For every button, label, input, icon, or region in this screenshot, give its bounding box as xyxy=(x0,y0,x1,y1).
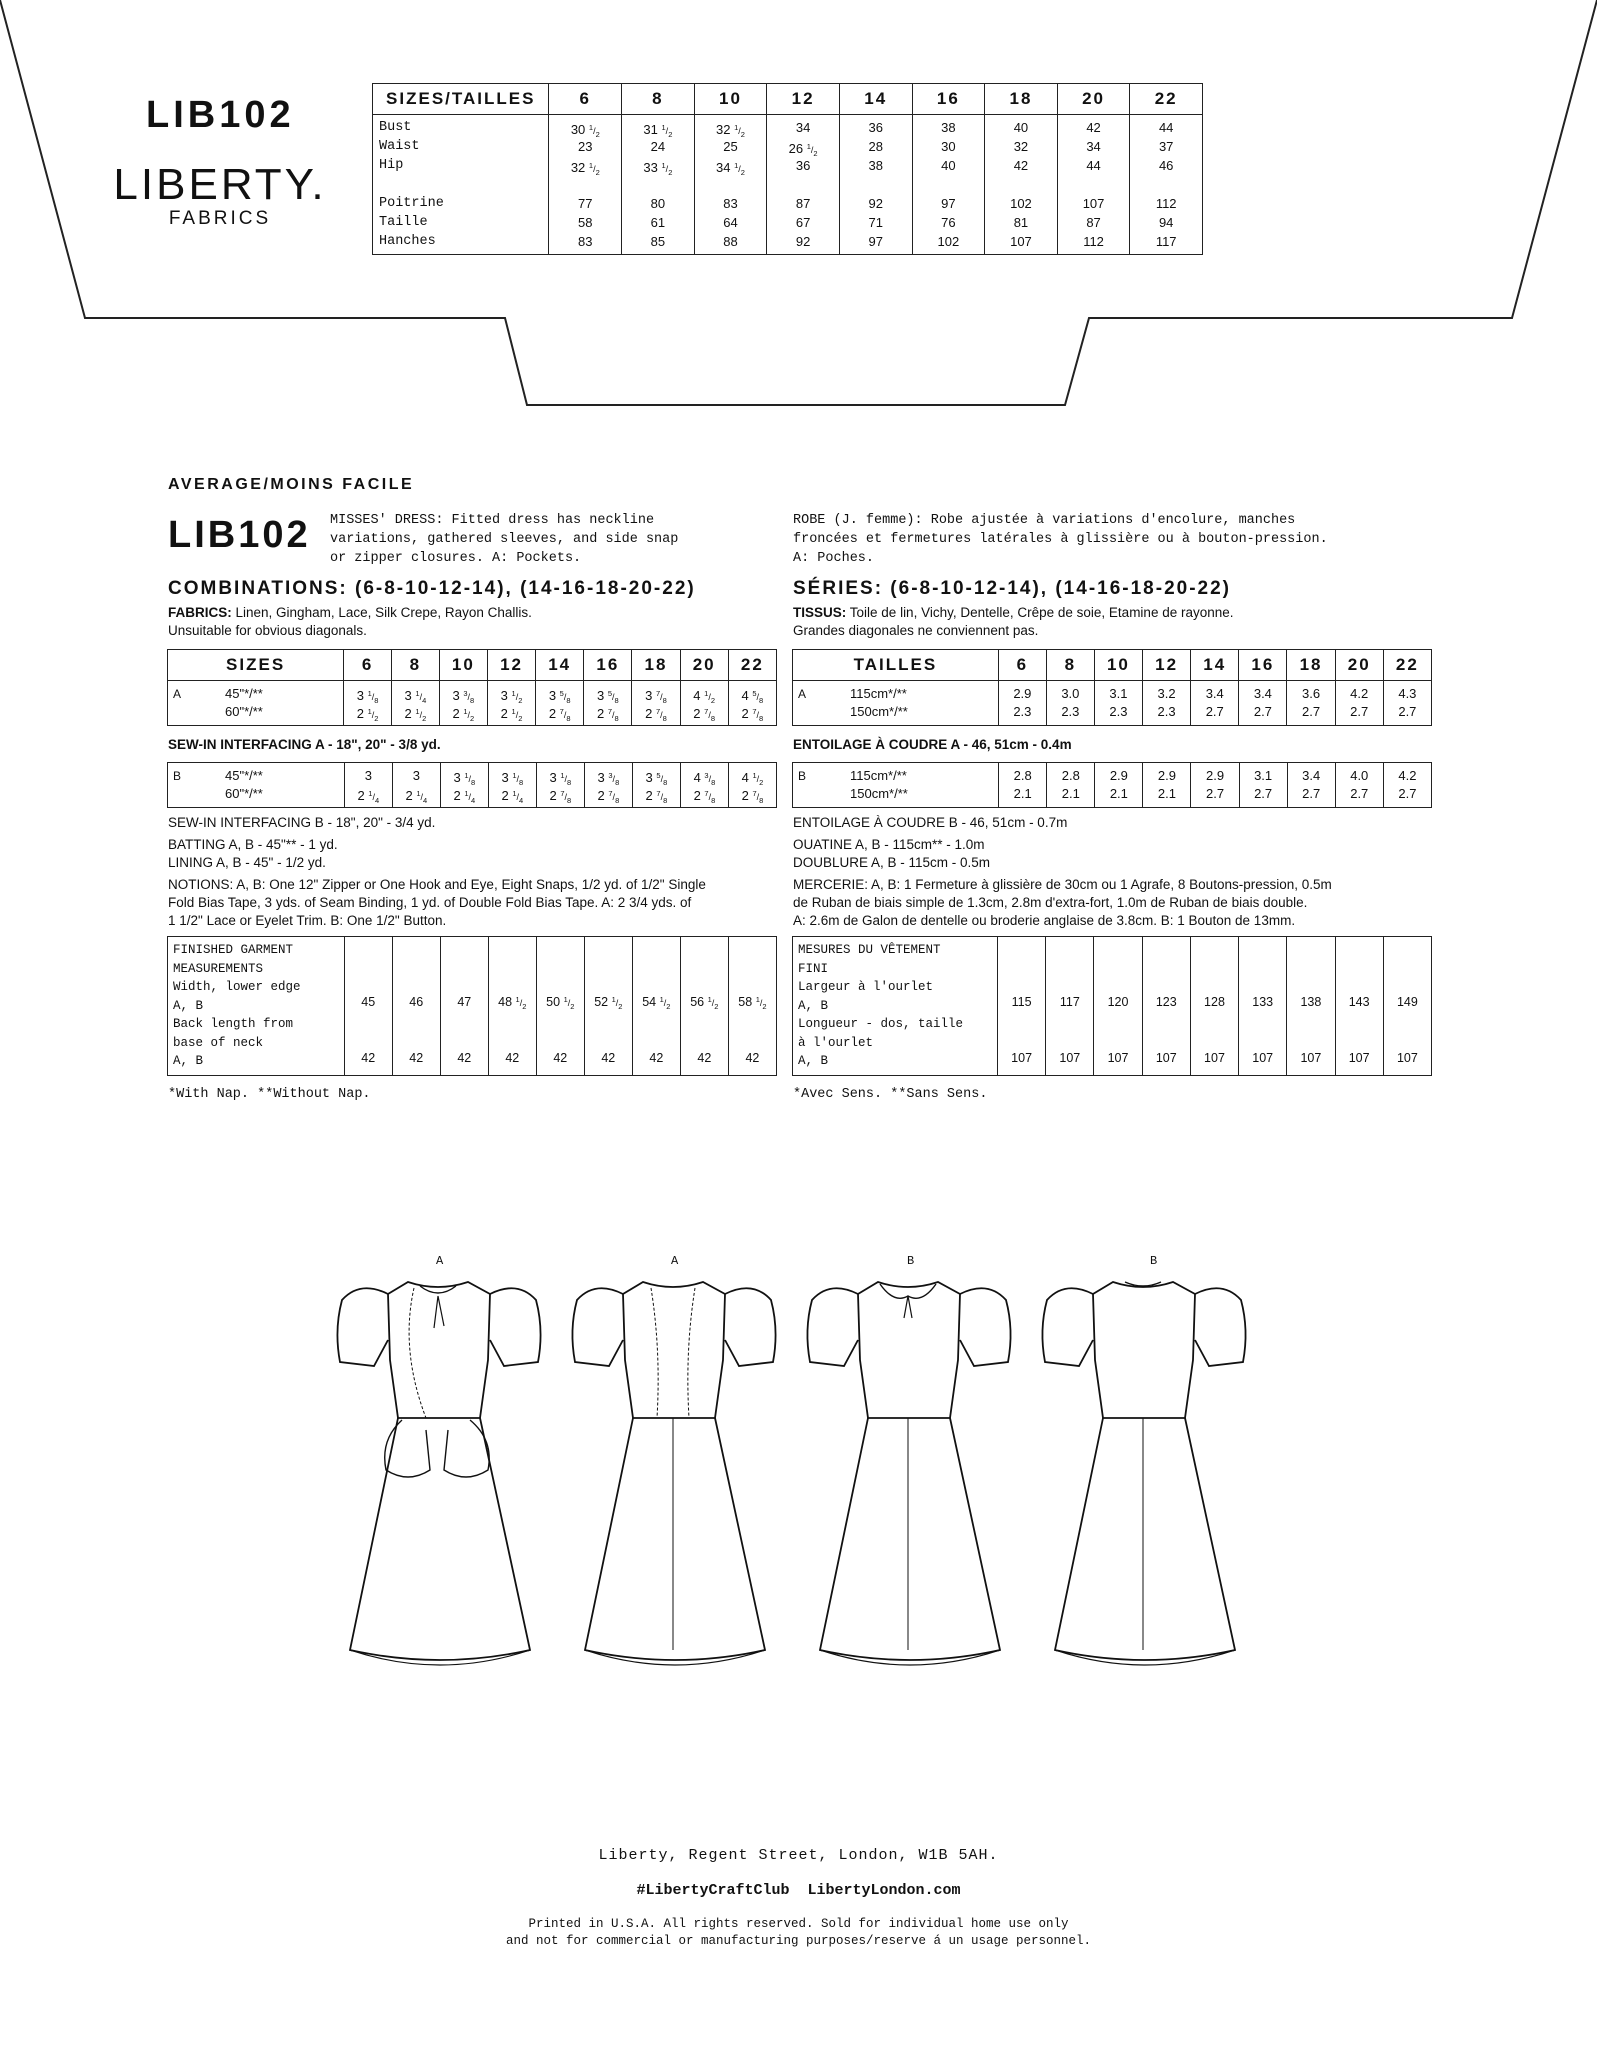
yardage-value: 4.0 2.7 xyxy=(1335,763,1383,808)
french-measurements-table xyxy=(792,936,1432,1076)
size-value: 83 xyxy=(578,234,593,249)
size-value: 97 xyxy=(868,234,883,249)
unsuitable-text: Grandes diagonales ne conviennent pas. xyxy=(793,623,1039,638)
size-col-head: 12 xyxy=(1143,650,1191,681)
size-value: 37 xyxy=(1158,139,1174,154)
size-value: 92 xyxy=(795,234,811,249)
size-value: 30 xyxy=(941,139,956,154)
measurement-value: 50 $^1/_2$ 42 xyxy=(536,937,584,1076)
size-col-head: 6 xyxy=(549,84,622,115)
unsuitable-text: Unsuitable for obvious diagonals. xyxy=(168,623,367,638)
size-col-head: 20 xyxy=(1057,84,1130,115)
view-label: A xyxy=(671,1254,679,1268)
view-label: B xyxy=(907,1254,915,1268)
size-col-head: 10 xyxy=(1094,650,1142,681)
row-label: Bust xyxy=(379,120,412,135)
size-value: 31 $^1/_2$ xyxy=(643,122,673,139)
fabrics-text: Linen, Gingham, Lace, Silk Crepe, Rayon Challis. xyxy=(235,605,532,620)
english-extras xyxy=(168,814,788,930)
size-value: 42 xyxy=(1086,120,1101,135)
size-value: 34 xyxy=(795,120,811,135)
yardage-value: 3 $^5/_8$ 2 $^7/_8$ xyxy=(584,681,632,726)
pattern-code-large: LIB102 xyxy=(168,514,311,556)
yardage-value: 3.4 2.7 xyxy=(1239,681,1287,726)
measurement-value: 54 $^1/_2$ 42 xyxy=(632,937,680,1076)
size-value: 77 xyxy=(578,196,593,211)
english-combinations: COMBINATIONS: (6-8-10-12-14), (14-16-18-20-22) xyxy=(168,578,696,599)
desc-line: or zipper closures. A: Pockets. xyxy=(330,551,582,566)
english-yardage-table-a xyxy=(167,649,777,726)
yardage-value: 3 $^1/_2$ 2 $^1/_2$ xyxy=(487,681,535,726)
size-column xyxy=(1130,115,1203,255)
yardage-value: 2.8 2.1 xyxy=(1047,763,1095,808)
french-fabrics xyxy=(793,604,1234,640)
french-yardage-table-b xyxy=(792,762,1432,808)
french-extras xyxy=(793,814,1443,930)
measurement-label: MESURES DU VÊTEMENT FINI Largeur à l'ourlet A, B Longueur - dos, taille à l'ourlet A, B xyxy=(793,937,998,1076)
yardage-value: 3 $^7/_8$ 2 $^7/_8$ xyxy=(632,681,680,726)
measurement-value: 58 $^1/_2$ 42 xyxy=(728,937,776,1076)
french-interfacing-a: ENTOILAGE À COUDRE A - 46, 51cm - 0.4m xyxy=(793,737,1072,752)
size-value: 34 $^1/_2$ xyxy=(716,160,745,177)
french-combinations: SÉRIES: (6-8-10-12-14), (14-16-18-20-22) xyxy=(793,578,1231,599)
english-batting: BATTING A, B - 45"** - 1 yd. xyxy=(168,837,338,852)
measurement-value: 138 107 xyxy=(1287,937,1335,1076)
size-value: 36 xyxy=(795,158,811,173)
size-value: 87 xyxy=(795,196,811,211)
english-description xyxy=(330,511,780,568)
yardage-value: 3 $^3/_8$ 2 $^1/_2$ xyxy=(439,681,487,726)
fabrics-label: TISSUS: xyxy=(793,605,847,620)
size-col-head: 18 xyxy=(985,84,1058,115)
yardage-label: B 45"*/** 60"*/** xyxy=(168,763,345,808)
yardage-value: 3 $^3/_8$ 2 $^7/_8$ xyxy=(584,763,632,808)
english-interfacing-b: SEW-IN INTERFACING B - 18", 20" - 3/4 yd. xyxy=(168,815,436,830)
size-value: 44 xyxy=(1158,120,1174,135)
size-value: 102 xyxy=(937,234,960,249)
yardage-value: 4 $^1/_2$ 2 $^7/_8$ xyxy=(680,681,728,726)
size-col-head: 22 xyxy=(728,650,776,681)
size-col-head: 10 xyxy=(694,84,767,115)
size-col-head: 22 xyxy=(1383,650,1431,681)
measurement-label: FINISHED GARMENT MEASUREMENTS Width, lower edge A, B Back length from base of neck A, B xyxy=(168,937,345,1076)
measurement-value: 56 $^1/_2$ 42 xyxy=(680,937,728,1076)
size-value: 85 xyxy=(650,234,666,249)
desc-line: MISSES' DRESS: Fitted dress has neckline xyxy=(330,513,655,528)
french-footnote: *Avec Sens. **Sans Sens. xyxy=(793,1087,988,1102)
size-value: 33 $^1/_2$ xyxy=(643,160,673,177)
desc-line: froncées et fermetures latérales à glissière ou à bouton-pression. xyxy=(793,532,1328,547)
size-col-head: 6 xyxy=(998,650,1046,681)
size-value: 61 xyxy=(650,215,666,230)
size-value: 26 $^1/_2$ xyxy=(788,141,818,158)
size-value: 40 xyxy=(1013,120,1029,135)
footer-social: #LibertyCraftClub LibertyLondon.com xyxy=(636,1882,961,1899)
english-yardage-table-b xyxy=(167,762,777,808)
size-column xyxy=(622,115,695,255)
yardage-value: 3 $^5/_8$ 2 $^7/_8$ xyxy=(536,681,584,726)
size-value: 38 xyxy=(941,120,956,135)
view-label: B xyxy=(1150,1254,1158,1268)
size-value: 76 xyxy=(941,215,956,230)
yardage-value: 3 $^1/_8$ 2 $^1/_4$ xyxy=(440,763,488,808)
size-column xyxy=(912,115,985,255)
size-value: 36 xyxy=(868,120,883,135)
row-label: Poitrine xyxy=(379,196,444,211)
size-value: 34 xyxy=(1086,139,1101,154)
size-value: 40 xyxy=(941,158,956,173)
dress-illustrations xyxy=(330,1270,1270,1680)
yardage-value: 3 $^1/_8$ 2 $^1/_2$ xyxy=(344,681,392,726)
size-value: 107 xyxy=(1010,234,1032,249)
size-col-head: 20 xyxy=(1335,650,1383,681)
sizes-header: TAILLES xyxy=(793,650,999,681)
yardage-value: 4.2 2.7 xyxy=(1383,763,1431,808)
size-chart xyxy=(372,83,1203,255)
footer-legal-1: Printed in U.S.A. All rights reserved. Sold for individual home use only xyxy=(528,1917,1069,1931)
french-notions-3: A: 2.6m de Galon de dentelle ou broderie anglaise de 3.8cm. B: 1 Bouton de 13mm. xyxy=(793,913,1296,928)
size-value: 28 xyxy=(868,139,883,154)
pattern-code: LIB102 xyxy=(146,94,295,136)
size-value: 42 xyxy=(1013,158,1029,173)
size-value: 46 xyxy=(1158,158,1174,173)
yardage-value: 3.1 2.7 xyxy=(1239,763,1287,808)
size-value: 117 xyxy=(1155,234,1177,249)
row-label: Waist xyxy=(379,139,420,154)
size-value: 83 xyxy=(723,196,738,211)
yardage-value: 3 2 $^1/_4$ xyxy=(392,763,440,808)
english-lining: LINING A, B - 45" - 1/2 yd. xyxy=(168,855,326,870)
yardage-value: 3.6 2.7 xyxy=(1287,681,1335,726)
size-col-head: 10 xyxy=(439,650,487,681)
size-value: 44 xyxy=(1086,158,1101,173)
yardage-value: 4.3 2.7 xyxy=(1383,681,1431,726)
size-col-head: 16 xyxy=(584,650,632,681)
difficulty-label: AVERAGE/MOINS FACILE xyxy=(168,476,415,493)
sizes-header: SIZES xyxy=(168,650,344,681)
brand-logo xyxy=(100,160,340,230)
size-value: 112 xyxy=(1155,196,1177,211)
french-interfacing-b: ENTOILAGE À COUDRE B - 46, 51cm - 0.7m xyxy=(793,815,1068,830)
size-col-head: 22 xyxy=(1130,84,1203,115)
english-footnote: *With Nap. **Without Nap. xyxy=(168,1087,371,1102)
size-value: 81 xyxy=(1013,215,1029,230)
french-yardage-table-a xyxy=(792,649,1432,726)
size-column xyxy=(1057,115,1130,255)
measurement-value: 48 $^1/_2$ 42 xyxy=(488,937,536,1076)
measurement-value: 143 107 xyxy=(1335,937,1383,1076)
size-col-head: 12 xyxy=(487,650,535,681)
yardage-value: 2.8 2.1 xyxy=(999,763,1047,808)
french-description xyxy=(793,511,1433,568)
french-notions-2: de Ruban de biais simple de 1.3cm, 2.8m d'extra-fort, 1.0m de Ruban de biais double. xyxy=(793,895,1308,910)
size-col-head: 8 xyxy=(1046,650,1094,681)
size-value: 32 $^1/_2$ xyxy=(716,122,745,139)
size-value: 102 xyxy=(1010,196,1032,211)
size-value: 24 xyxy=(650,139,666,154)
size-value: 88 xyxy=(723,234,738,249)
english-notions-1: NOTIONS: A, B: One 12" Zipper or One Hook and Eye, Eight Snaps, 1/2 yd. of 1/2" Single xyxy=(168,877,706,892)
yardage-value: 3.1 2.3 xyxy=(1094,681,1142,726)
size-value: 32 xyxy=(1013,139,1029,154)
size-value: 58 xyxy=(578,215,593,230)
measurement-value: 47 42 xyxy=(440,937,488,1076)
yardage-value: 3.4 2.7 xyxy=(1191,681,1239,726)
row-label: Hanches xyxy=(379,234,436,249)
yardage-value: 3 $^1/_8$ 2 $^7/_8$ xyxy=(536,763,584,808)
fabrics-text: Toile de lin, Vichy, Dentelle, Crêpe de soie, Etamine de rayonne. xyxy=(849,605,1234,620)
size-chart-header: SIZES/TAILLES xyxy=(373,84,549,115)
size-col-head: 14 xyxy=(536,650,584,681)
size-value: 112 xyxy=(1083,234,1104,249)
french-notions-1: MERCERIE: A, B: 1 Fermeture à glissière de 30cm ou 1 Agrafe, 8 Boutons-pression, 0.5m xyxy=(793,877,1332,892)
yardage-value: 3.0 2.3 xyxy=(1046,681,1094,726)
measurement-value: 128 107 xyxy=(1190,937,1238,1076)
english-measurements-table xyxy=(167,936,777,1076)
measurement-value: 120 107 xyxy=(1094,937,1142,1076)
yardage-value: 3 $^5/_8$ 2 $^7/_8$ xyxy=(632,763,680,808)
desc-line: ROBE (J. femme): Robe ajustée à variations d'encolure, manches xyxy=(793,513,1296,528)
english-notions-2: Fold Bias Tape, 3 yds. of Seam Binding, 1 yd. of Double Fold Bias Tape. A: 2 3/4 yds. of xyxy=(168,895,692,910)
french-lining: DOUBLURE A, B - 115cm - 0.5m xyxy=(793,855,991,870)
size-value: 92 xyxy=(868,196,883,211)
yardage-value: 3.2 2.3 xyxy=(1143,681,1191,726)
size-value: 30 $^1/_2$ xyxy=(570,122,600,139)
yardage-value: 3 $^1/_4$ 2 $^1/_2$ xyxy=(392,681,440,726)
measurement-value: 133 107 xyxy=(1239,937,1287,1076)
size-col-head: 14 xyxy=(839,84,912,115)
french-batting: OUATINE A, B - 115cm** - 1.0m xyxy=(793,837,985,852)
measurement-value: 46 42 xyxy=(392,937,440,1076)
brand-name: LIBERTY. xyxy=(113,160,327,209)
english-interfacing-a: SEW-IN INTERFACING A - 18", 20" - 3/8 yd. xyxy=(168,737,441,752)
yardage-value: 2.9 2.3 xyxy=(998,681,1046,726)
measurement-value: 45 42 xyxy=(344,937,392,1076)
size-value: 38 xyxy=(868,158,883,173)
size-column xyxy=(839,115,912,255)
yardage-value: 4.2 2.7 xyxy=(1335,681,1383,726)
english-fabrics xyxy=(168,604,532,640)
size-column xyxy=(694,115,767,255)
yardage-value: 2.9 2.1 xyxy=(1143,763,1191,808)
footer-address: Liberty, Regent Street, London, W1B 5AH. xyxy=(598,1847,999,1864)
size-value: 87 xyxy=(1086,215,1101,230)
size-column xyxy=(767,115,840,255)
measurement-value: 117 107 xyxy=(1046,937,1094,1076)
size-col-head: 20 xyxy=(680,650,728,681)
size-column xyxy=(985,115,1058,255)
size-value: 67 xyxy=(795,215,811,230)
size-value: 25 xyxy=(723,139,738,154)
size-value: 71 xyxy=(868,215,883,230)
size-value: 94 xyxy=(1158,215,1174,230)
yardage-value: 2.9 2.1 xyxy=(1095,763,1143,808)
yardage-value: 3 $^1/_8$ 2 $^1/_4$ xyxy=(488,763,536,808)
footer-legal-2: and not for commercial or manufacturing purposes/reserve á un usage personnel. xyxy=(505,1934,1092,1948)
view-label: A xyxy=(436,1254,444,1268)
size-col-head: 8 xyxy=(622,84,695,115)
yardage-value: 4 $^1/_2$ 2 $^7/_8$ xyxy=(728,763,776,808)
dress-view-a-back xyxy=(572,1282,775,1665)
yardage-label: B 115cm*/** 150cm*/** xyxy=(793,763,999,808)
yardage-label: A 115cm*/** 150cm*/** xyxy=(793,681,999,726)
size-value: 97 xyxy=(941,196,956,211)
size-value: 64 xyxy=(723,215,738,230)
dress-view-a-front xyxy=(337,1282,540,1665)
dress-view-b-back xyxy=(1042,1282,1245,1665)
yardage-value: 4 $^5/_8$ 2 $^7/_8$ xyxy=(728,681,776,726)
brand-sub: FABRICS xyxy=(168,208,272,229)
size-col-head: 16 xyxy=(912,84,985,115)
english-notions-3: 1 1/2" Lace or Eyelet Trim. B: One 1/2" Button. xyxy=(168,913,447,928)
size-col-head: 18 xyxy=(632,650,680,681)
row-label: Taille xyxy=(379,215,428,230)
size-col-head: 16 xyxy=(1239,650,1287,681)
yardage-value: 2.9 2.7 xyxy=(1191,763,1239,808)
measurement-value: 149 107 xyxy=(1383,937,1431,1076)
size-col-head: 6 xyxy=(344,650,392,681)
size-col-head: 18 xyxy=(1287,650,1335,681)
size-chart-labels xyxy=(373,115,549,255)
yardage-value: 3.4 2.7 xyxy=(1287,763,1335,808)
size-column xyxy=(549,115,622,255)
size-col-head: 14 xyxy=(1191,650,1239,681)
dress-view-b-front xyxy=(807,1282,1010,1665)
size-value: 107 xyxy=(1082,196,1105,211)
measurement-value: 123 107 xyxy=(1142,937,1190,1076)
size-col-head: 8 xyxy=(392,650,440,681)
size-value: 80 xyxy=(650,196,666,211)
row-label: Hip xyxy=(379,158,404,173)
measurement-value: 115 107 xyxy=(998,937,1046,1076)
size-col-head: 12 xyxy=(767,84,840,115)
desc-line: A: Poches. xyxy=(793,551,875,566)
size-value: 32 $^1/_2$ xyxy=(570,160,600,177)
fabrics-label: FABRICS: xyxy=(168,605,232,620)
yardage-value: 3 2 $^1/_4$ xyxy=(344,763,392,808)
yardage-value: 4 $^3/_8$ 2 $^7/_8$ xyxy=(680,763,728,808)
size-value: 23 xyxy=(578,139,593,154)
desc-line: variations, gathered sleeves, and side snap xyxy=(330,532,679,547)
yardage-label: A 45"*/** 60"*/** xyxy=(168,681,344,726)
measurement-value: 52 $^1/_2$ 42 xyxy=(584,937,632,1076)
